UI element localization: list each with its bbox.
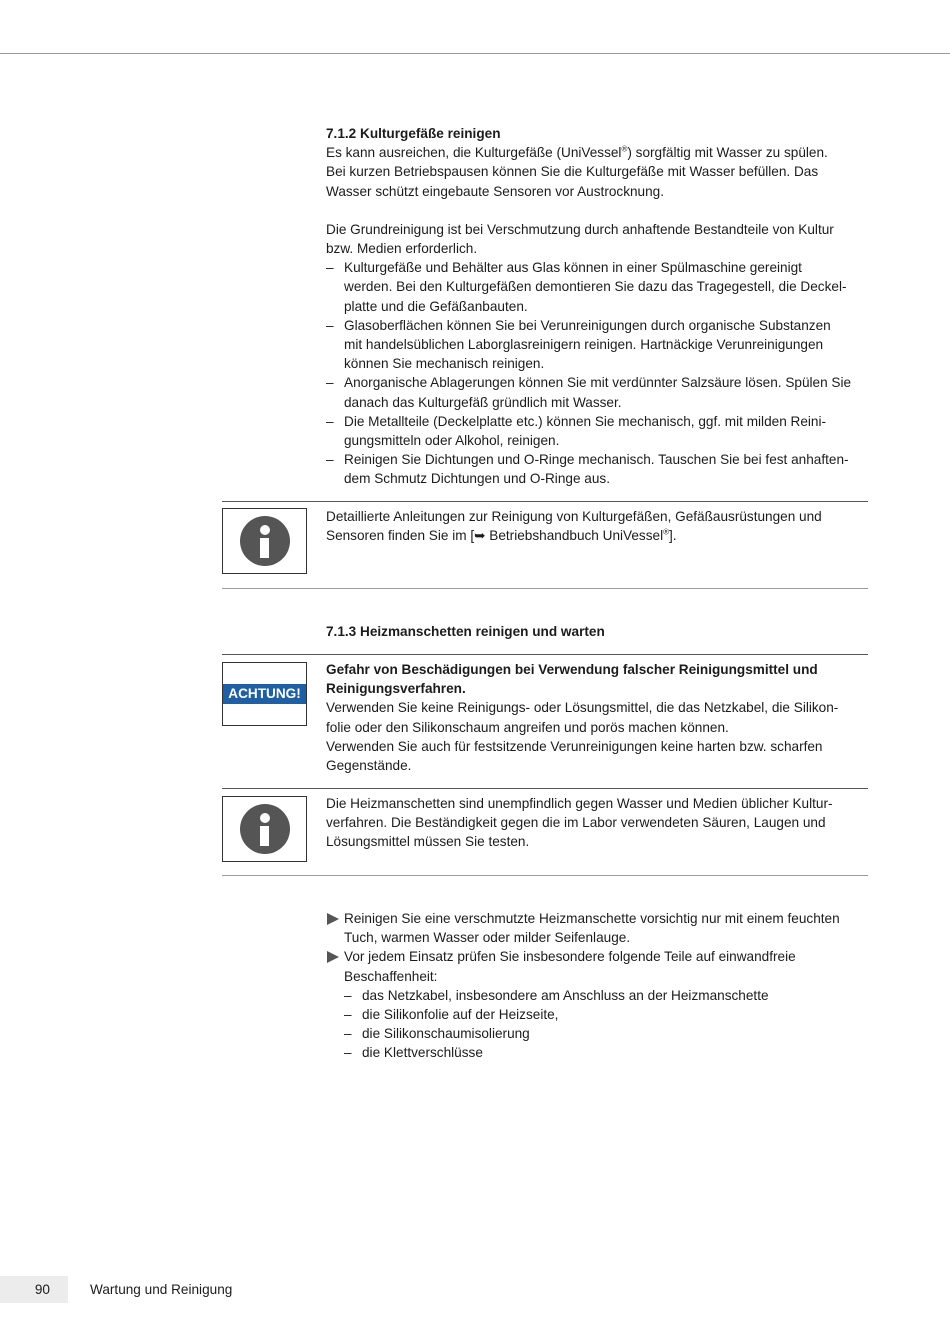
dash-bullet: – (326, 375, 334, 391)
dash-bullet: – (326, 260, 334, 276)
list-item: – die Silikonschaumisolierung (344, 1026, 530, 1042)
divider (222, 654, 868, 655)
list-item: – Glasoberflächen können Sie bei Verunreinigungen durch organische Substanzen mit handelsüblichen Laborglasreinigern reinigen. Hartnäckige Verunreinigungen können Sie mechanisch reinigen. (326, 317, 831, 372)
info-note: Detaillierte Anleitungen zur Reinigung von Kulturgefäßen, Gefäßausrüstungen und Sensoren finden Sie im [➥ Betriebshandbuch UniVessel®]. (326, 509, 822, 544)
list-item: – das Netzkabel, insbesondere am Anschluss an der Heizmanschette (344, 987, 769, 1003)
dash-bullet: – (326, 413, 334, 429)
list-item: – Anorganische Ablagerungen können Sie mit verdünnter Salzsäure lösen. Spülen Sie danach das Kulturgefäß gründlich mit Wasser. (326, 375, 852, 410)
list-item: – Die Metallteile (Deckelplatte etc.) können Sie mechanisch, ggf. mit milden Reini- gungsmitteln oder Alkohol, reinigen. (326, 413, 827, 449)
list-item: – Reinigen Sie Dichtungen und O-Ringe mechanisch. Tauschen Sie bei fest anhaften- dem Schmutz Dichtungen und O-Ringe aus. (326, 452, 849, 487)
warning-label: ACHTUNG! (223, 684, 306, 704)
header-rule (0, 53, 950, 54)
list-item: – die Silikonfolie auf der Heizseite, (344, 1007, 559, 1023)
info-note: Die Heizmanschetten sind unempfindlich gegen Wasser und Medien üblicher Kultur- verfahren. Die Beständigkeit gegen die im Labor verwendeten Säuren, Laugen und Lösungsmittel müssen Sie testen. (326, 796, 833, 850)
section-heading: 7.1.3 Heizmanschetten reinigen und warten (326, 624, 605, 639)
instruction-steps (326, 909, 871, 1063)
divider (222, 875, 868, 876)
divider (222, 501, 868, 502)
arrow-reference-icon: ➥ (474, 528, 486, 544)
paragraph-line: Die Grundreinigung ist bei Verschmutzung durch anhaftende Bestandteile von Kultur (326, 221, 834, 237)
step-item: Reinigen Sie eine verschmutzte Heizmanschette vorsichtig nur mit einem feuchten Tuch, warmen Wasser oder milder Seifenlauge. (326, 909, 871, 947)
divider (222, 788, 868, 789)
intro-line: Wasser schützt eingebaute Sensoren vor Austrocknung. (326, 183, 665, 199)
intro-line: Es kann ausreichen, die Kulturgefäße (UniVessel®) sorgfältig mit Wasser zu spülen. (326, 144, 828, 161)
triangle-arrow-icon (327, 951, 339, 963)
list-item: – die Klettverschlüsse (344, 1045, 483, 1061)
chapter-title: Wartung und Reinigung (90, 1282, 233, 1297)
info-icon (240, 804, 290, 854)
page-number: 90 (0, 1276, 68, 1303)
section-7-1-2 (326, 124, 871, 489)
step-item: Vor jedem Einsatz prüfen Sie insbesondere folgende Teile auf einwandfreie Beschaffenheit: (326, 947, 871, 985)
list-item: – Kulturgefäße und Behälter aus Glas können in einer Spülmaschine gereinigt werden. Bei den Kulturgefäßen demontieren Sie dazu das Tragegestell, die Deckel- platte und die Gefäßanbauten. (326, 260, 847, 314)
intro-line: Bei kurzen Betriebspausen können Sie die Kulturgefäße mit Wasser befüllen. Das (326, 164, 819, 180)
paragraph-line: bzw. Medien erforderlich. (326, 241, 478, 257)
dash-bullet: – (326, 452, 334, 468)
section-heading: 7.1.2 Kulturgefäße reinigen (326, 126, 501, 141)
warning-text: Gefahr von Beschädigungen bei Verwendung falscher Reinigungsmittel und Reinigungsverfahren. Verwenden Sie keine Reinigungs- oder Lösungsmittel, die das Netzkabel, die Silikon- folie oder den Silikonschaum angreifen und porös machen können. Verwenden Sie auch für festsitzende Verunreinigungen keine harten bzw. scharfen Gegenstände. (326, 662, 839, 774)
dash-bullet: – (326, 317, 334, 333)
manual-reference[interactable]: Betriebshandbuch UniVessel (485, 528, 664, 544)
info-box (222, 508, 307, 574)
warning-box (222, 662, 307, 726)
info-box (222, 796, 307, 862)
registered-mark: ® (663, 527, 669, 537)
registered-mark: ® (621, 144, 628, 154)
divider (222, 588, 868, 589)
triangle-arrow-icon (327, 913, 339, 925)
info-icon (240, 516, 290, 566)
